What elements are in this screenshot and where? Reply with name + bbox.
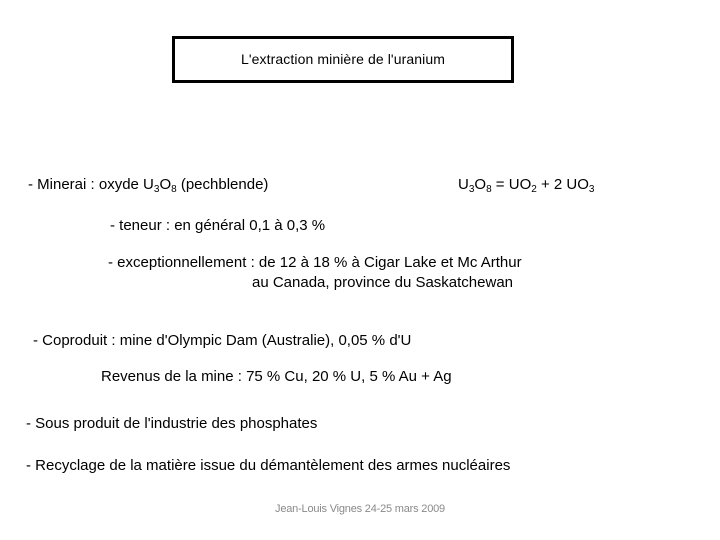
formula-sub-2: 2 [531,184,537,195]
chemical-formula [458,176,594,194]
minerai-prefix: - Minerai : oxyde U [28,176,154,193]
formula-sub-8: 8 [486,184,492,195]
exception-line-1: - exceptionnellement : de 12 à 18 % à Cigar Lake et Mc Arthur [108,254,522,271]
formula-uo: = UO [491,176,532,193]
footer-author-date: Jean-Louis Vignes 24-25 mars 2009 [275,503,445,515]
exception-line-2: au Canada, province du Saskatchewan [252,274,514,291]
coproduit-line: - Coproduit : mine d'Olympic Dam (Australie), 0,05 % d'U [33,332,412,349]
minerai-o: O [159,176,172,193]
formula-2uo: + 2 UO [536,176,589,193]
formula-o: O [474,176,487,193]
revenus-line: Revenus de la mine : 75 % Cu, 20 % U, 5 % Au + Ag [101,368,452,385]
minerai-suffix: (pechblende) [176,176,269,193]
minerai-sub-3: 3 [153,184,160,195]
formula-u: U [458,176,469,193]
recyclage-line: - Recyclage de la matière issue du démantèlement des armes nucléaires [26,457,511,474]
slide-title: L'extraction minière de l'uranium [241,50,445,67]
phosphates-line: - Sous produit de l'industrie des phosphates [26,415,318,432]
title-box [172,36,514,83]
minerai-sub-8: 8 [171,184,177,195]
formula-sub-3: 3 [468,184,475,195]
formula-sub-3b: 3 [588,184,595,195]
teneur-line: - teneur : en général 0,1 à 0,3 % [110,217,326,234]
minerai-line [28,176,268,194]
